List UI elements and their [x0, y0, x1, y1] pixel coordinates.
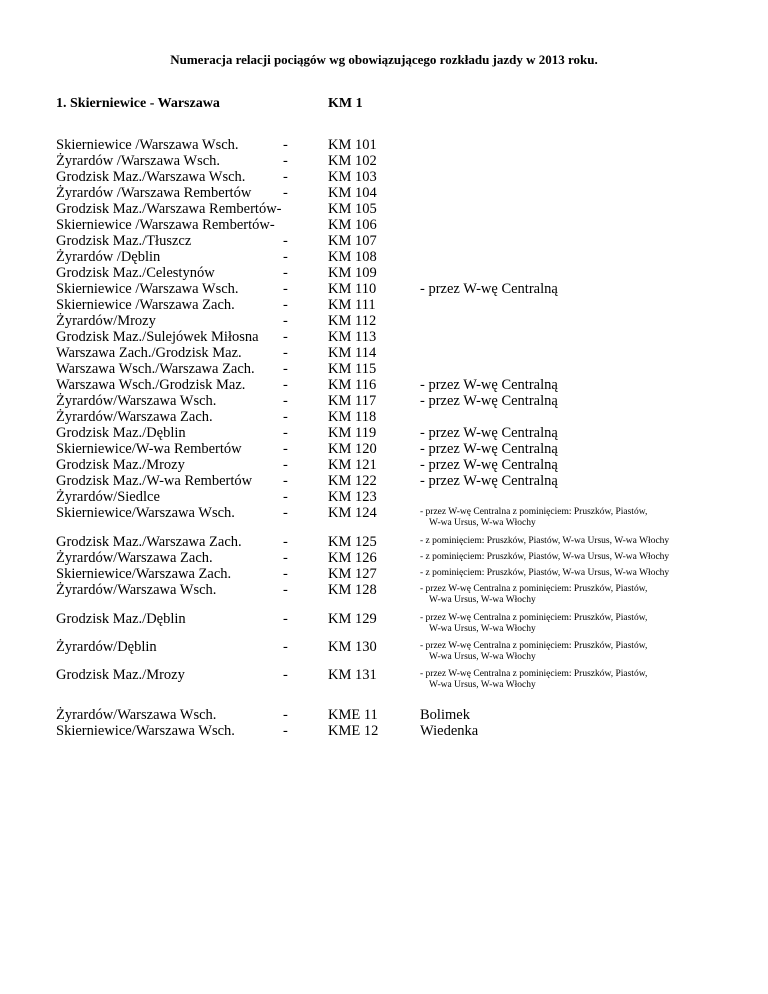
route-name: Skierniewice /Warszawa Wsch. — [56, 137, 239, 153]
route-note-line-1: - przez W-wę Centralna z pominięciem: Pruszków, Piastów, — [420, 507, 648, 517]
route-separator: - — [283, 425, 288, 441]
route-note — [420, 641, 750, 663]
route-note-line-2: W-wa Ursus, W-wa Włochy — [429, 652, 536, 662]
train-code: KM 117 — [328, 393, 377, 409]
route-name: Grodzisk Maz./Dęblin — [56, 611, 186, 627]
route-note — [420, 669, 750, 691]
train-code: KM 111 — [328, 297, 376, 313]
table-row — [0, 185, 768, 201]
route-name: Skierniewice/Warszawa Zach. — [56, 566, 232, 582]
table-row — [0, 249, 768, 265]
table-row — [0, 313, 768, 329]
route-name: Żyrardów /Warszawa Wsch. — [56, 153, 221, 169]
route-note-line-1: - przez W-wę Centralna z pominięciem: Pruszków, Piastów, — [420, 584, 648, 594]
route-note-line-2: W-wa Ursus, W-wa Włochy — [429, 518, 536, 528]
route-note-line-1: - z pominięciem: Pruszków, Piastów, W-wa Ursus, W-wa Włochy — [420, 552, 670, 562]
route-separator: - — [283, 667, 288, 683]
route-separator: - — [283, 329, 288, 345]
table-row — [0, 201, 768, 217]
route-note — [420, 507, 750, 529]
route-separator: - — [283, 611, 288, 627]
route-separator: - — [283, 313, 288, 329]
route-note: - przez W-wę Centralną — [420, 441, 558, 457]
table-row — [0, 550, 768, 566]
route-note-line-2: W-wa Ursus, W-wa Włochy — [429, 595, 536, 605]
route-name: Warszawa Wsch./Grodzisk Maz. — [56, 377, 246, 393]
route-separator: - — [283, 297, 288, 313]
table-row — [0, 473, 768, 489]
route-separator: - — [283, 393, 288, 409]
train-code: KM 120 — [328, 441, 377, 457]
route-note: Wiedenka — [420, 723, 479, 739]
route-name: Żyrardów/Warszawa Wsch. — [56, 393, 217, 409]
train-code: KM 109 — [328, 265, 377, 281]
train-code: KM 119 — [328, 425, 377, 441]
route-separator: - — [283, 169, 288, 185]
route-separator: - — [283, 457, 288, 473]
route-note-line-1: - przez W-wę Centralna z pominięciem: Pruszków, Piastów, — [420, 641, 648, 651]
train-code: KM 122 — [328, 473, 377, 489]
route-name: Grodzisk Maz./Celestynów — [56, 265, 215, 281]
table-row — [0, 566, 768, 582]
route-name: Żyrardów/Warszawa Wsch. — [56, 582, 217, 598]
table-row — [0, 611, 768, 634]
table-row — [0, 489, 768, 505]
route-separator: - — [283, 723, 288, 739]
table-row — [0, 425, 768, 441]
route-separator: - — [283, 550, 288, 566]
route-separator: - — [283, 639, 288, 655]
route-name: Warszawa Wsch./Warszawa Zach. — [56, 361, 255, 377]
route-separator: - — [283, 233, 288, 249]
route-name: Grodzisk Maz./Sulejówek Miłosna — [56, 329, 259, 345]
train-code: KM 121 — [328, 457, 377, 473]
route-name: Skierniewice /Warszawa Zach. — [56, 297, 235, 313]
route-note: - przez W-wę Centralną — [420, 473, 558, 489]
route-name: Żyrardów/Dęblin — [56, 639, 157, 655]
train-code: KM 110 — [328, 281, 377, 297]
train-code: KM 104 — [328, 185, 377, 201]
route-name: Grodzisk Maz./Warszawa Wsch. — [56, 169, 246, 185]
route-note-line-1: - z pominięciem: Pruszków, Piastów, W-wa Ursus, W-wa Włochy — [420, 536, 670, 546]
route-name: Grodzisk Maz./Mrozy — [56, 667, 185, 683]
route-note-line-1: - z pominięciem: Pruszków, Piastów, W-wa Ursus, W-wa Włochy — [420, 568, 670, 578]
route-note — [420, 552, 750, 563]
train-code: KM 127 — [328, 566, 377, 582]
train-code: KM 128 — [328, 582, 377, 598]
route-name: Żyrardów/Warszawa Zach. — [56, 550, 213, 566]
section-heading: 1. Skierniewice - Warszawa — [56, 96, 220, 111]
route-separator: - — [283, 582, 288, 598]
table-row — [0, 582, 768, 605]
train-code: KM 124 — [328, 505, 377, 521]
train-code: KM 107 — [328, 233, 377, 249]
table-row — [0, 217, 768, 233]
train-code: KME 11 — [328, 707, 378, 723]
route-separator: - — [283, 249, 288, 265]
table-row — [0, 265, 768, 281]
table-row — [0, 409, 768, 425]
train-code: KM 129 — [328, 611, 377, 627]
route-name: Żyrardów /Dęblin — [56, 249, 161, 265]
train-code: KM 118 — [328, 409, 377, 425]
route-name: Skierniewice/Warszawa Wsch. — [56, 505, 235, 521]
route-name: Skierniewice /Warszawa Rembertów- — [56, 217, 275, 233]
train-code: KM 131 — [328, 667, 377, 683]
table-row — [0, 534, 768, 550]
table-row — [0, 707, 768, 723]
table-row — [0, 441, 768, 457]
section-code: KM 1 — [328, 96, 363, 111]
route-name: Grodzisk Maz./Warszawa Rembertów- — [56, 201, 282, 217]
route-separator: - — [283, 153, 288, 169]
route-note — [420, 568, 750, 579]
route-note — [420, 584, 750, 606]
route-separator: - — [283, 281, 288, 297]
route-separator: - — [283, 345, 288, 361]
train-code: KM 112 — [328, 313, 377, 329]
route-name: Żyrardów /Warszawa Rembertów — [56, 185, 252, 201]
table-row — [0, 393, 768, 409]
table-row — [0, 329, 768, 345]
train-code: KM 125 — [328, 534, 377, 550]
train-code: KM 102 — [328, 153, 377, 169]
route-name: Grodzisk Maz./Warszawa Zach. — [56, 534, 242, 550]
table-row — [0, 153, 768, 169]
train-code: KM 103 — [328, 169, 377, 185]
route-note: - przez W-wę Centralną — [420, 425, 558, 441]
route-name: Skierniewice/Warszawa Wsch. — [56, 723, 235, 739]
route-note: Bolimek — [420, 707, 470, 723]
train-code: KM 114 — [328, 345, 377, 361]
route-note — [420, 613, 750, 635]
route-separator: - — [283, 505, 288, 521]
table-row — [0, 233, 768, 249]
train-code: KM 106 — [328, 217, 377, 233]
route-name: Skierniewice/W-wa Rembertów — [56, 441, 242, 457]
route-name: Grodzisk Maz./Dęblin — [56, 425, 186, 441]
route-name: Żyrardów/Mrozy — [56, 313, 156, 329]
route-note: - przez W-wę Centralną — [420, 457, 558, 473]
table-row — [0, 639, 768, 662]
route-note-line-1: - przez W-wę Centralna z pominięciem: Pruszków, Piastów, — [420, 613, 648, 623]
table-row — [0, 457, 768, 473]
table-row — [0, 297, 768, 313]
route-name: Warszawa Zach./Grodzisk Maz. — [56, 345, 242, 361]
route-separator: - — [283, 707, 288, 723]
table-row — [0, 505, 768, 528]
route-name: Żyrardów/Warszawa Wsch. — [56, 707, 217, 723]
table-row — [0, 723, 768, 739]
route-note: - przez W-wę Centralną — [420, 393, 558, 409]
route-note-line-2: W-wa Ursus, W-wa Włochy — [429, 680, 536, 690]
document-title: Numeracja relacji pociągów wg obowiązującego rozkładu jazdy w 2013 roku. — [170, 52, 598, 67]
table-row — [0, 345, 768, 361]
train-code: KM 126 — [328, 550, 377, 566]
route-separator: - — [283, 137, 288, 153]
route-name: Skierniewice /Warszawa Wsch. — [56, 281, 239, 297]
table-row — [0, 361, 768, 377]
route-separator: - — [283, 441, 288, 457]
train-code: KM 105 — [328, 201, 377, 217]
route-separator: - — [283, 473, 288, 489]
train-code: KM 115 — [328, 361, 377, 377]
route-note-line-1: - przez W-wę Centralna z pominięciem: Pruszków, Piastów, — [420, 669, 648, 679]
route-note — [420, 536, 750, 547]
route-separator: - — [283, 489, 288, 505]
route-separator: - — [283, 361, 288, 377]
route-name: Grodzisk Maz./Mrozy — [56, 457, 185, 473]
train-code: KM 116 — [328, 377, 377, 393]
route-name: Grodzisk Maz./W-wa Rembertów — [56, 473, 253, 489]
train-code: KM 123 — [328, 489, 377, 505]
route-note: - przez W-wę Centralną — [420, 377, 558, 393]
table-row — [0, 137, 768, 153]
route-note: - przez W-wę Centralną — [420, 281, 558, 297]
route-separator: - — [283, 185, 288, 201]
route-separator: - — [283, 409, 288, 425]
route-name: Żyrardów/Warszawa Zach. — [56, 409, 213, 425]
route-note-line-2: W-wa Ursus, W-wa Włochy — [429, 624, 536, 634]
train-code: KM 130 — [328, 639, 377, 655]
train-code: KM 101 — [328, 137, 377, 153]
table-row — [0, 169, 768, 185]
route-name: Żyrardów/Siedlce — [56, 489, 160, 505]
table-row — [0, 281, 768, 297]
train-code: KME 12 — [328, 723, 379, 739]
train-code: KM 108 — [328, 249, 377, 265]
route-separator: - — [283, 377, 288, 393]
train-code: KM 113 — [328, 329, 377, 345]
route-separator: - — [283, 566, 288, 582]
table-row — [0, 377, 768, 393]
route-separator: - — [283, 534, 288, 550]
table-row — [0, 667, 768, 690]
route-name: Grodzisk Maz./Tłuszcz — [56, 233, 192, 249]
route-separator: - — [283, 265, 288, 281]
